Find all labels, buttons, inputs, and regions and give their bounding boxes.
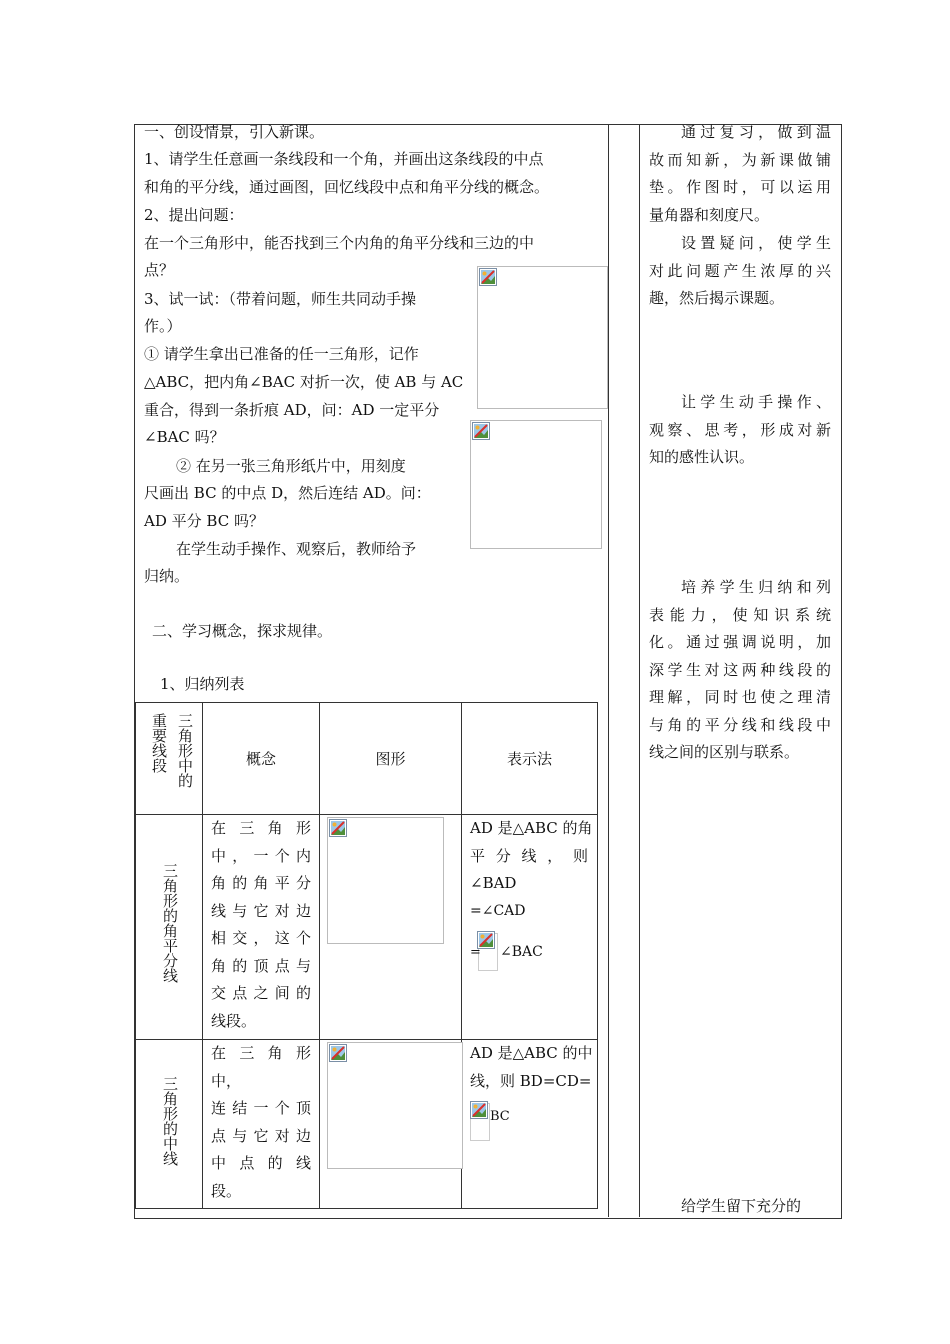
row2-figure-placeholder [327, 1042, 463, 1169]
text-line: 角的顶点与 [211, 956, 311, 975]
text-line: 连结一个顶 [211, 1099, 311, 1117]
column-divider-2 [639, 124, 640, 1217]
text-line: 中， [211, 1071, 242, 1090]
section2-heading: 二、学习概念，探求规律。 [152, 622, 333, 640]
section2-subheading: 1、归纳列表 [160, 675, 245, 693]
text-line: 在 三 角 形 [211, 1044, 311, 1062]
row1-notation-line3: ∠BAD [470, 874, 517, 892]
text-line: 点与它对边 [211, 1126, 311, 1145]
header-figure-label: 图形 [375, 750, 406, 768]
task2-label: 2、提出问题： [144, 206, 244, 224]
row1-notation-eq: = [470, 945, 481, 960]
text-line: 线之间的区别与联系。 [649, 743, 800, 761]
row1-notation-cell [462, 815, 598, 1040]
text-line: 交点之间的 [211, 984, 311, 1002]
row1-notation-line5 [470, 925, 589, 969]
row-angle-bisector-name [136, 815, 203, 1040]
operation2-line3: AD 平分 BC 吗？ [144, 512, 264, 530]
operation2-line2: 尺画出 BC 的中点 D，然后连结 AD。问： [144, 484, 431, 502]
text-line: 线与它对边 [211, 901, 311, 920]
row2-concept-cell [203, 1040, 320, 1209]
broken-image-icon [472, 422, 490, 440]
operation1-line2: △ABC，把内角∠BAC 对折一次，使 AB 与 AC [144, 373, 464, 391]
corner-label-right: 三角形中的 [176, 713, 194, 788]
note-review [649, 119, 831, 229]
table-corner-cell [136, 703, 203, 815]
operation2-line1: ② 在另一张三角形纸片中，用刻度 [176, 457, 406, 475]
row1-name: 三角形的角平分线 [161, 863, 179, 983]
row1-concept-cell [203, 815, 320, 1040]
row1-figure-cell [320, 815, 462, 1040]
row1-concept-text [203, 815, 319, 1035]
text-line: 表能力，使知识系统 [649, 605, 831, 624]
task1-line2: 和角的平分线，通过画图，回忆线段中点和角平分线的概念。 [144, 178, 550, 196]
row1-notation-line1: AD 是△ABC 的角 [470, 819, 593, 837]
text-line: 理解，同时也使之理清 [649, 688, 831, 706]
question-line2: 点？ [144, 261, 175, 279]
text-line: 相交，这个 [211, 929, 311, 947]
header-notation [462, 703, 598, 815]
text-line: 段。 [211, 1181, 242, 1200]
row2-notation-line1: AD 是△ABC 的中 [470, 1044, 593, 1062]
row1-notation-line2: 平 分 线 ， 则 [470, 846, 588, 865]
text-line: 化。通过强调说明，加 [649, 633, 831, 651]
row2-notation-line3 [470, 1095, 589, 1139]
text-line: 故而知新，为新课做铺 [649, 150, 831, 169]
row2-notation-bc: BC [490, 1109, 510, 1124]
text-line: 通过复习，做到温 [681, 123, 831, 141]
broken-image-icon [329, 1044, 347, 1062]
text-line: 趣，然后揭示课题。 [649, 289, 785, 307]
figure-placeholder-fold [477, 266, 608, 409]
text-line: 观察、思考，形成对新 [649, 420, 831, 439]
note-hands-on [649, 389, 831, 472]
text-line: 知的感性认识。 [649, 448, 755, 466]
broken-image-icon [479, 268, 497, 286]
row1-notation-angle: ∠BAC [500, 944, 543, 960]
header-figure [320, 703, 462, 815]
broken-image-icon [470, 1101, 488, 1119]
text-line: 角的角平分 [211, 874, 311, 892]
row2-name: 三角形的中线 [161, 1076, 179, 1166]
text-line: 与角的平分线和线段中 [649, 715, 831, 734]
section1-heading: 一、创设情景，引入新课。 [144, 123, 325, 141]
try-line2: 作。） [144, 317, 182, 335]
text-line: 培养学生归纳和列 [681, 578, 831, 596]
text-line: 中，一个内 [211, 846, 311, 865]
summary-line2: 归纳。 [144, 567, 190, 585]
operation1-line4: ∠BAC 吗？ [144, 428, 225, 446]
text-line: 对此问题产生浓厚的兴 [649, 261, 831, 280]
row1-notation-line4: =∠CAD [470, 902, 526, 919]
row2-notation-cell [462, 1040, 598, 1209]
column-divider-1 [608, 124, 609, 1217]
try-line1: 3、试一试：（带着问题，师生共同动手操 [144, 290, 417, 308]
row2-notation-line2: 线，则 BD=CD= [470, 1071, 592, 1090]
note-leave-time: 给学生留下充分的 [681, 1197, 802, 1215]
header-notation-label: 表示法 [506, 750, 552, 768]
text-line: 让学生动手操作、 [681, 393, 831, 411]
summary-line1: 在学生动手操作、观察后，教师给予 [176, 540, 417, 558]
text-line: 深学生对这两种线段的 [649, 660, 831, 679]
row2-concept-text [203, 1040, 319, 1205]
task1-line1: 1、请学生任意画一条线段和一个角，并画出这条线段的中点 [144, 150, 544, 168]
note-question [649, 230, 831, 313]
operation1-line1: ① 请学生拿出已准备的任一三角形，记作 [144, 345, 419, 363]
text-line: 量角器和刻度尺。 [649, 205, 770, 224]
corner-label-left: 重要线段 [150, 713, 168, 773]
operation1-line3: 重合，得到一条折痕 AD，问：AD 一定平分 [144, 401, 440, 419]
question-line1: 在一个三角形中，能否找到三个内角的角平分线和三边的中 [144, 234, 535, 252]
text-line: 线段。 [211, 1011, 257, 1030]
text-line: 设置疑问，使学生 [681, 234, 831, 252]
broken-image-icon [329, 819, 347, 837]
summary-table [135, 702, 598, 1209]
text-line: 垫。作图时，可以运用 [649, 178, 831, 196]
note-summary [649, 574, 831, 767]
row-median-name [136, 1040, 203, 1209]
row2-figure-cell [320, 1040, 462, 1209]
text-line: 中 点 的 线 [211, 1154, 311, 1172]
header-concept-label: 概念 [245, 750, 276, 768]
text-line: 在 三 角 形 [211, 819, 311, 837]
header-concept [203, 703, 320, 815]
